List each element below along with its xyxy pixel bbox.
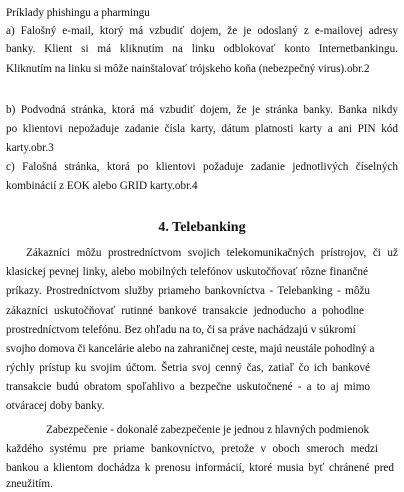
item-a-line-3: Kliknutím na linku si môže nainštalovať trójskeho koňa (nebezpečný virus).obr.2 — [6, 63, 370, 75]
paragraph1-line-9: otváracej doby banky. — [6, 400, 105, 412]
paragraph2-line-4: zneužitím. — [6, 478, 53, 490]
item-b-line-1: b) Podvodná stránka, ktorá má vzbudiť dojem, že je stránka banky. Banka nikdy — [6, 104, 398, 116]
paragraph2-line-1: Zabezpečenie - dokonalé zabezpečenie je jednou z hlavných podmienok — [46, 424, 370, 436]
paragraph1-line-1: Zákazníci môžu prostredníctvom svojich telekomunikačných prístrojov, či už — [26, 247, 398, 259]
section-heading: 4. Telebanking — [158, 220, 246, 235]
paragraph1-line-6: svojho domova či kancelárie alebo na zahraničnej ceste, majú neustále pohodlný a — [6, 343, 375, 355]
paragraph1-line-3: príkazy. Prostredníctvom služby priameho bankovníctva - Telebanking - môžu — [6, 285, 370, 297]
paragraph1-line-4: zákazníci uskutočňovať rutinné bankové transakcie jednoducho a pohodlne — [6, 305, 364, 317]
item-c-line-2: kombinácií z EOK alebo GRID karty.obr.4 — [6, 180, 198, 192]
paragraph2-line-3: bankou a klientom dochádza k prenosu informácií, ktoré musia byť chránené pred — [6, 462, 394, 474]
paragraph1-line-2: klasickej pevnej linky, alebo mobilných telefónov uskutočňovať rôzne finančné — [6, 266, 368, 278]
paragraph1-line-5: prostredníctvom telefónu. Bez ohľadu na to, či sa práve nachádzajú v súkromí — [6, 324, 356, 336]
item-a-line-1: a) Falošný e-mail, ktorý má vzbudiť dojem, že je odoslaný z e-mailovej adresy — [6, 25, 398, 37]
paragraph1-line-7: rýchly prístup ku svojim účtom. Šetria svoj cenný čas, zatiaľ čo ich bankové — [6, 362, 370, 374]
examples-title: Príklady phishingu a pharmingu — [6, 7, 150, 19]
item-b-line-2: po klientovi nepožaduje zadanie čísla karty, dátum platnosti karty a ani PIN kód — [6, 123, 398, 135]
item-b-line-3: karty.obr.3 — [6, 142, 54, 154]
item-c-line-1: c) Falošná stránka, ktorá po klientovi požaduje zadanie jednotlivých číselných — [6, 161, 398, 173]
paragraph2-line-2: každého systému pre priame bankovníctvo, pretože v oboch smeroch medzi — [6, 443, 378, 455]
item-a-line-2: banky. Klient si má kliknutím na linku odblokovať konto Internetbankingu. — [6, 43, 398, 55]
paragraph1-line-8: transakcie budú obratom spoľahlivo a bezpečne uskutočnené - a to aj mimo — [6, 381, 370, 393]
